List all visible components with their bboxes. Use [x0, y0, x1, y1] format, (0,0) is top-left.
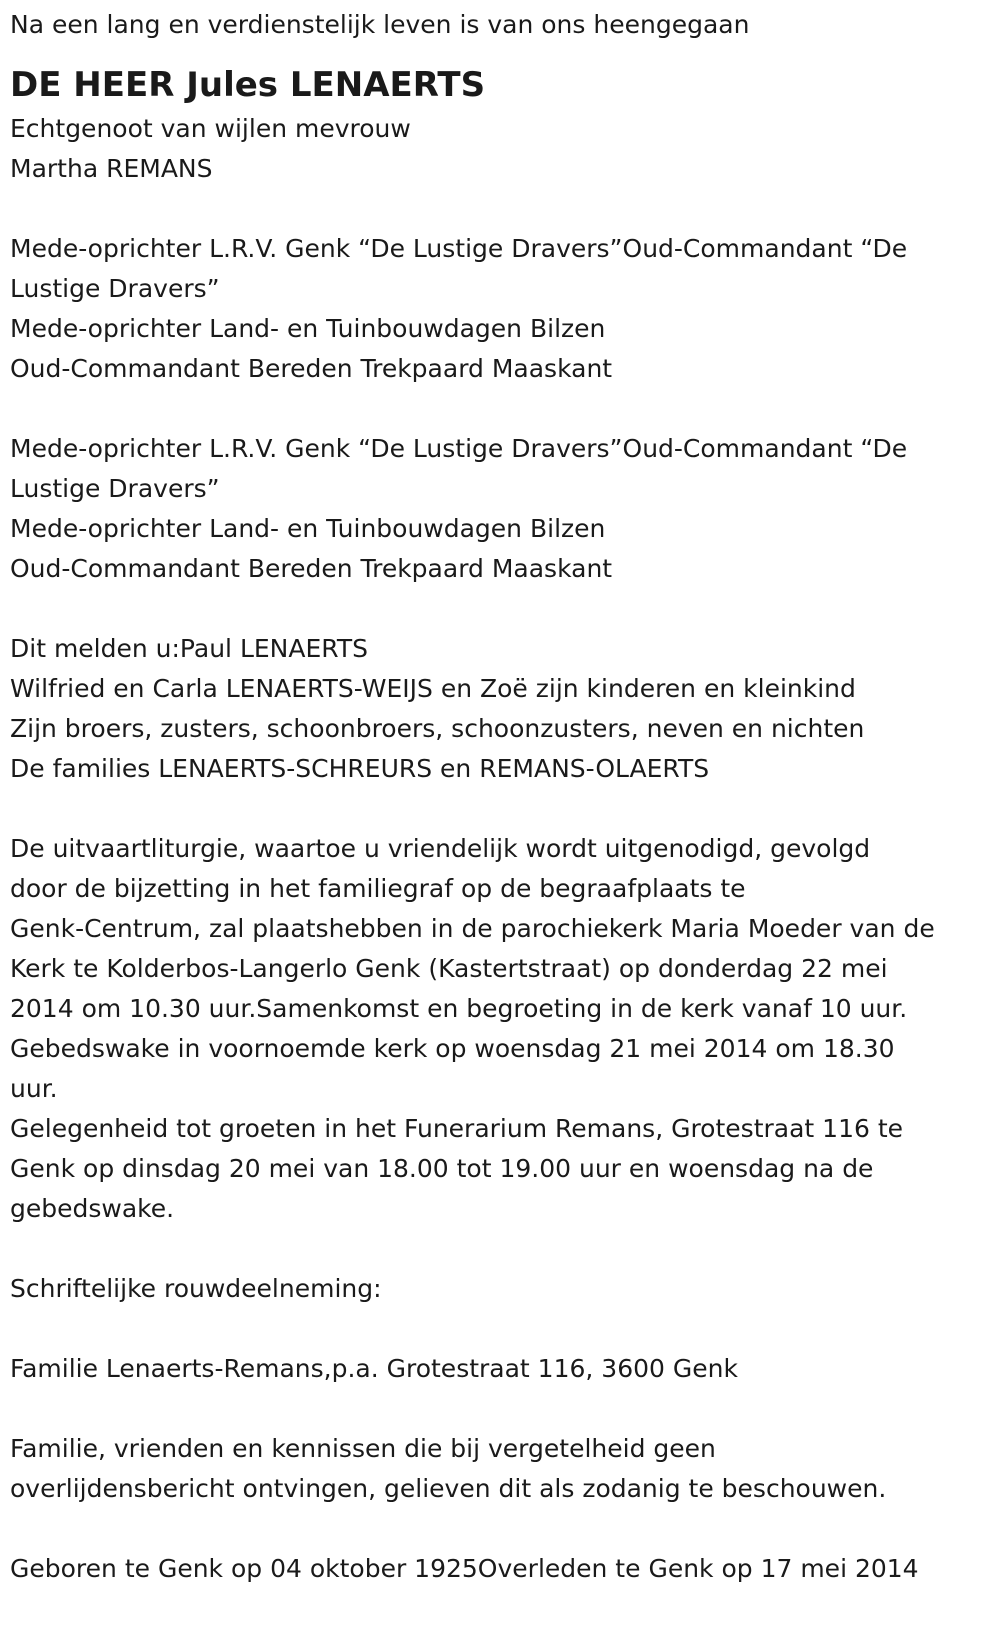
- spacer: [10, 789, 990, 829]
- birth-death-dates: Geboren te Genk op 04 oktober 1925Overleden te Genk op 17 mei 2014: [10, 1554, 919, 1583]
- merits-block-2: [10, 429, 990, 589]
- family-block: [10, 629, 990, 789]
- merit-line: Oud-Commandant Bereden Trekpaard Maaskant: [10, 354, 613, 383]
- merit-line: Mede-oprichter Land- en Tuinbouwdagen Bilzen: [10, 514, 606, 543]
- spacer: [10, 589, 990, 629]
- merit-line: Lustige Dravers”: [10, 474, 220, 503]
- spouse-line: Martha REMANS: [10, 154, 213, 183]
- ceremony-line: uur.: [10, 1074, 58, 1103]
- family-line: Wilfried en Carla LENAERTS-WEIJS en Zoë zijn kinderen en kleinkind: [10, 674, 856, 703]
- ceremony-line: door de bijzetting in het familiegraf op de begraafplaats te: [10, 874, 746, 903]
- spacer: [10, 1509, 990, 1549]
- spacer: [10, 389, 990, 429]
- spouse-line: Echtgenoot van wijlen mevrouw: [10, 114, 411, 143]
- merits-block-1: [10, 229, 990, 389]
- spacer: [10, 1389, 990, 1429]
- merit-line: Mede-oprichter L.R.V. Genk “De Lustige Dravers”Oud-Commandant “De: [10, 234, 908, 263]
- ceremony-line: Genk op dinsdag 20 mei van 18.00 tot 19.00 uur en woensdag na de: [10, 1154, 874, 1183]
- merit-line: Lustige Dravers”: [10, 274, 220, 303]
- family-line: Zijn broers, zusters, schoonbroers, schoonzusters, neven en nichten: [10, 714, 865, 743]
- spouse-block: [10, 109, 990, 189]
- intro-text: Na een lang en verdienstelijk leven is van ons heengegaan: [10, 10, 750, 39]
- spacer: [10, 1309, 990, 1349]
- spacer: [10, 189, 990, 229]
- obituary-notice: [0, 5, 1000, 1589]
- merit-line: Oud-Commandant Bereden Trekpaard Maaskant: [10, 554, 613, 583]
- spacer: [10, 1229, 990, 1269]
- ceremony-line: Genk-Centrum, zal plaatshebben in de parochiekerk Maria Moeder van de: [10, 914, 935, 943]
- condolence-address: Familie Lenaerts-Remans,p.a. Grotestraat 116, 3600 Genk: [10, 1354, 738, 1383]
- ceremony-line: Kerk te Kolderbos-Langerlo Genk (Kastertstraat) op donderdag 22 mei: [10, 954, 888, 983]
- merit-line: Mede-oprichter Land- en Tuinbouwdagen Bilzen: [10, 314, 606, 343]
- ceremony-line: 2014 om 10.30 uur.Samenkomst en begroeting in de kerk vanaf 10 uur.: [10, 994, 908, 1023]
- ceremony-block: [10, 829, 990, 1229]
- family-line: Dit melden u:Paul LENAERTS: [10, 634, 368, 663]
- ceremony-line: Gebedswake in voornoemde kerk op woensdag 21 mei 2014 om 18.30: [10, 1034, 895, 1063]
- family-line: De families LENAERTS-SCHREURS en REMANS-OLAERTS: [10, 754, 710, 783]
- merit-line: Mede-oprichter L.R.V. Genk “De Lustige Dravers”Oud-Commandant “De: [10, 434, 908, 463]
- condolence-label: Schriftelijke rouwdeelneming:: [10, 1274, 382, 1303]
- ceremony-line: De uitvaartliturgie, waartoe u vriendelijk wordt uitgenodigd, gevolgd: [10, 834, 871, 863]
- notice-line: overlijdensbericht ontvingen, gelieven dit als zodanig te beschouwen.: [10, 1474, 887, 1503]
- deceased-name: DE HEER Jules LENAERTS: [10, 65, 486, 105]
- notice-block: [10, 1429, 990, 1509]
- notice-line: Familie, vrienden en kennissen die bij vergetelheid geen: [10, 1434, 716, 1463]
- ceremony-line: gebedswake.: [10, 1194, 175, 1223]
- ceremony-line: Gelegenheid tot groeten in het Funerarium Remans, Grotestraat 116 te: [10, 1114, 904, 1143]
